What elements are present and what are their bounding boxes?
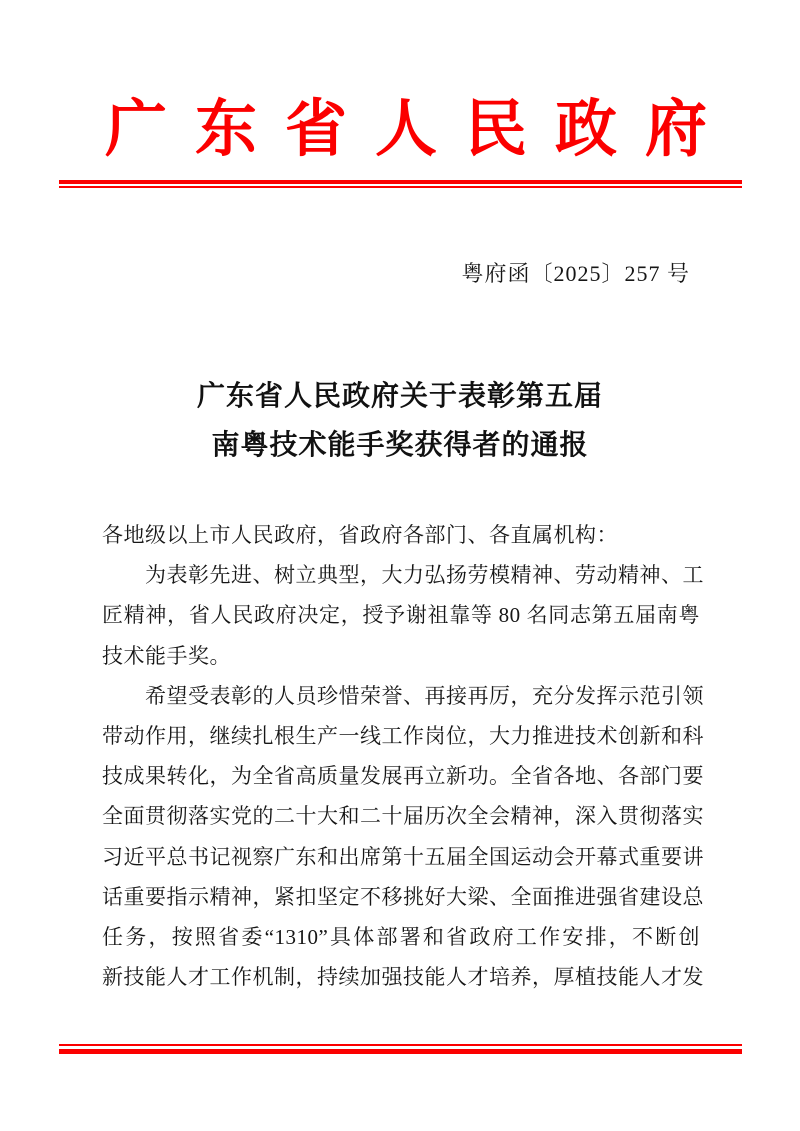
letterhead-divider-top	[59, 180, 742, 188]
letterhead-org-name: 广东省人民政府	[104, 96, 735, 164]
body-line: 技成果转化，为全省高质量发展再立新功。全省各地、各部门要	[102, 764, 704, 789]
body-line-salutation: 各地级以上市人民政府，省政府各部门、各直属机构：	[102, 523, 618, 547]
body-line: 新技能人才工作机制，持续加强技能人才培养，厚植技能人才发	[102, 965, 704, 990]
body-line: 匠精神，省人民政府决定，授予谢祖靠等 80 名同志第五届南粤	[102, 603, 700, 628]
document-title-line1: 广东省人民政府关于表彰第五届	[196, 381, 603, 412]
body-line: 习近平总书记视察广东和出席第十五届全国运动会开幕式重要讲	[102, 844, 704, 869]
body-line: 带动作用，继续扎根生产一线工作岗位，大力推进技术创新和科	[102, 723, 704, 748]
body-line: 全面贯彻落实党的二十大和二十届历次全会精神，深入贯彻落实	[102, 804, 704, 829]
body-line: 技术能手奖。	[102, 643, 231, 668]
body-line: 希望受表彰的人员珍惜荣誉、再接再厉，充分发挥示范引领	[145, 683, 704, 708]
divider-thick-line	[59, 1049, 742, 1054]
letterhead-divider-bottom	[59, 1044, 742, 1054]
body-line: 话重要指示精神，紧扣坚定不移挑好大梁、全面推进强省建设总	[102, 884, 704, 909]
divider-thin-line	[59, 186, 742, 188]
document-title-line2: 南粤技术能手奖获得者的通报	[211, 430, 589, 461]
body-line: 任务，按照省委“1310”具体部署和省政府工作安排，不断创	[102, 924, 700, 949]
document-body	[102, 515, 704, 997]
document-number: 粤府函〔2025〕257 号	[461, 261, 690, 286]
body-line: 为表彰先进、树立典型，大力弘扬劳模精神、劳动精神、工	[145, 563, 704, 588]
document-title	[0, 372, 800, 470]
